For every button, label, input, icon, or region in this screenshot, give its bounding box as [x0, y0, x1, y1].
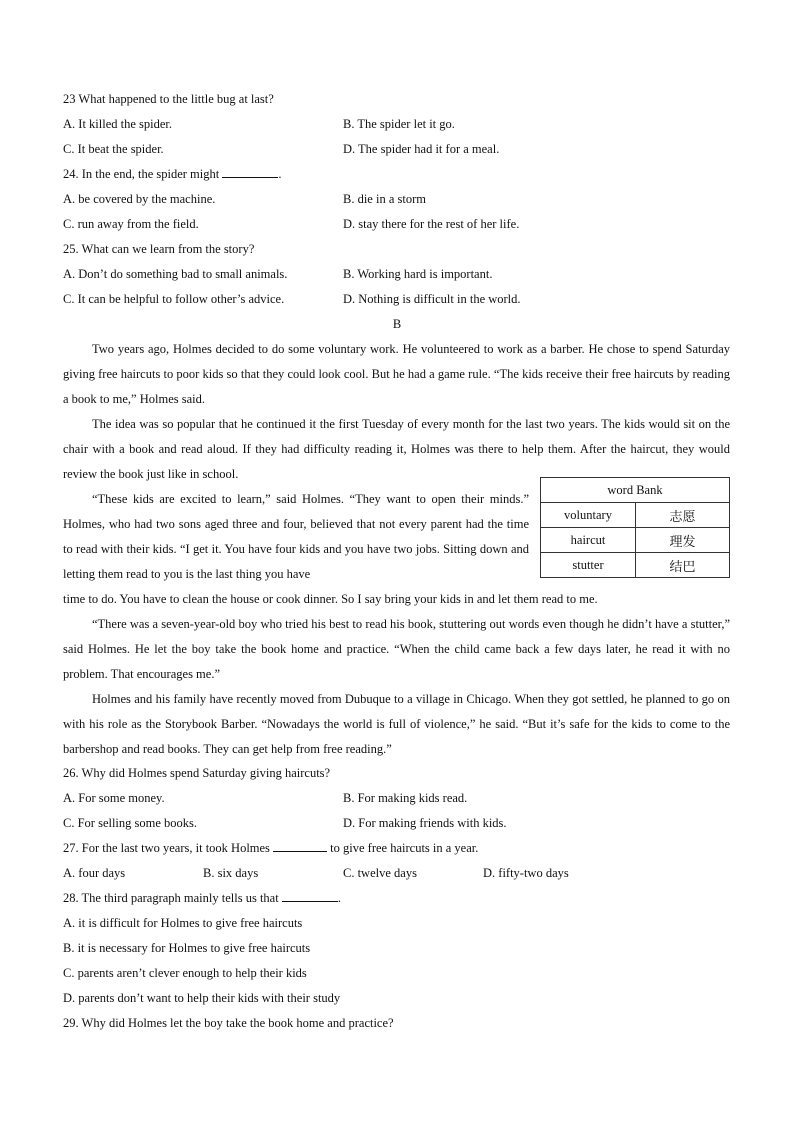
answer-blank	[222, 165, 278, 178]
q23-option-a: A. It killed the spider.	[63, 117, 173, 131]
q26-option-b: B. For making kids read.	[343, 791, 468, 805]
q27-option-a: A. four days	[63, 866, 126, 880]
q26-option-a: A. For some money.	[63, 791, 165, 805]
passage-paragraph-4: “There was a seven-year-old boy who tried his best to read his book, stuttering out words even though he didn’t have a stutter,” said Holmes. He let the boy take the book home and practice. “When the child came back a few days later, he read it with no problem. That encourages me.”	[63, 617, 730, 681]
q28-stem: 28. The third paragraph mainly tells us that .	[63, 891, 341, 905]
word-bank-chinese: 理发	[636, 528, 730, 553]
q26-stem: 26. Why did Holmes spend Saturday giving haircuts?	[63, 766, 331, 780]
passage-paragraph-5: Holmes and his family have recently moved from Dubuque to a village in Chicago. When they got settled, he planned to go on with his role as the Storybook Barber. “Nowadays the world is full of violence,” he said. “But it’s safe for the kids to come to the barbershop and read books. They can get help from free reading.”	[63, 692, 730, 756]
answer-blank	[282, 889, 338, 902]
q25-option-d: D. Nothing is difficult in the world.	[343, 292, 521, 306]
word-bank-row	[541, 553, 730, 578]
q24-stem: 24. In the end, the spider might .	[63, 167, 282, 181]
q28-option-b: B. it is necessary for Holmes to give free haircuts	[63, 941, 311, 955]
q24-option-b: B. die in a storm	[343, 192, 426, 206]
section-label: B	[392, 317, 402, 331]
q23-stem: 23 What happened to the little bug at last?	[63, 92, 274, 106]
word-bank-chinese: 志愿	[636, 503, 730, 528]
word-bank-english: stutter	[541, 553, 636, 578]
answer-blank	[273, 839, 327, 852]
q24-option-a: A. be covered by the machine.	[63, 192, 216, 206]
q25-option-b: B. Working hard is important.	[343, 267, 493, 281]
q25-option-a: A. Don’t do something bad to small animals.	[63, 267, 288, 281]
passage-paragraph-1: Two years ago, Holmes decided to do some voluntary work. He volunteered to work as a barber. He chose to spend Saturday giving free haircuts to poor kids so that they could look cool. But he had a game rule. “The kids receive their free haircuts by reading a book to me,” Holmes said.	[63, 342, 730, 406]
q28-option-d: D. parents don’t want to help their kids with their study	[63, 991, 341, 1005]
q27-option-c: C. twelve days	[343, 866, 417, 880]
q27-option-d: D. fifty-two days	[483, 866, 569, 880]
q24-option-d: D. stay there for the rest of her life.	[343, 217, 520, 231]
q28-stem-text: 28. The third paragraph mainly tells us that	[63, 891, 282, 905]
word-bank-english: voluntary	[541, 503, 636, 528]
q23-option-b: B. The spider let it go.	[343, 117, 455, 131]
word-bank-row	[541, 528, 730, 553]
word-bank-row	[541, 503, 730, 528]
q26-option-c: C. For selling some books.	[63, 816, 198, 830]
q29-stem: 29. Why did Holmes let the boy take the book home and practice?	[63, 1016, 394, 1030]
q27-option-b: B. six days	[203, 866, 259, 880]
q27-stem-after: to give free haircuts in a year.	[327, 841, 479, 855]
q24-option-c: C. run away from the field.	[63, 217, 199, 231]
q23-option-d: D. The spider had it for a meal.	[343, 142, 500, 156]
q23-option-c: C. It beat the spider.	[63, 142, 164, 156]
q27-stem-before: 27. For the last two years, it took Holmes	[63, 841, 274, 855]
passage-paragraph-2: The idea was so popular that he continued it the first Tuesday of every month for the last two years. The kids would sit on the chair with a book and read aloud. If they had difficulty reading it, Holmes was there to help them. After the haircut, they would review the book just like in school.	[63, 417, 730, 481]
q26-option-d: D. For making friends with kids.	[343, 816, 507, 830]
q25-stem: 25. What can we learn from the story?	[63, 242, 255, 256]
passage-paragraph-3-end: time to do. You have to clean the house or cook dinner. So I say bring your kids in and let them read to me.	[63, 592, 598, 606]
word-bank-table	[540, 477, 730, 578]
word-bank-title: word Bank	[541, 478, 730, 503]
q25-option-c: C. It can be helpful to follow other’s advice.	[63, 292, 285, 306]
word-bank-english: haircut	[541, 528, 636, 553]
q28-option-c: C. parents aren’t clever enough to help their kids	[63, 966, 307, 980]
word-bank-chinese: 结巴	[636, 553, 730, 578]
passage-paragraph-3: “These kids are excited to learn,” said Holmes. “They want to open their minds.” Holmes, who had two sons aged three and four, believed that not every parent had the time to read with their kids. “I get it. You have four kids and you have two jobs. Sitting down and letting them read to you is the last thing you have	[63, 492, 529, 581]
q27-stem	[63, 839, 478, 857]
q24-stem-text: 24. In the end, the spider might	[63, 167, 223, 181]
q28-option-a: A. it is difficult for Holmes to give free haircuts	[63, 916, 303, 930]
